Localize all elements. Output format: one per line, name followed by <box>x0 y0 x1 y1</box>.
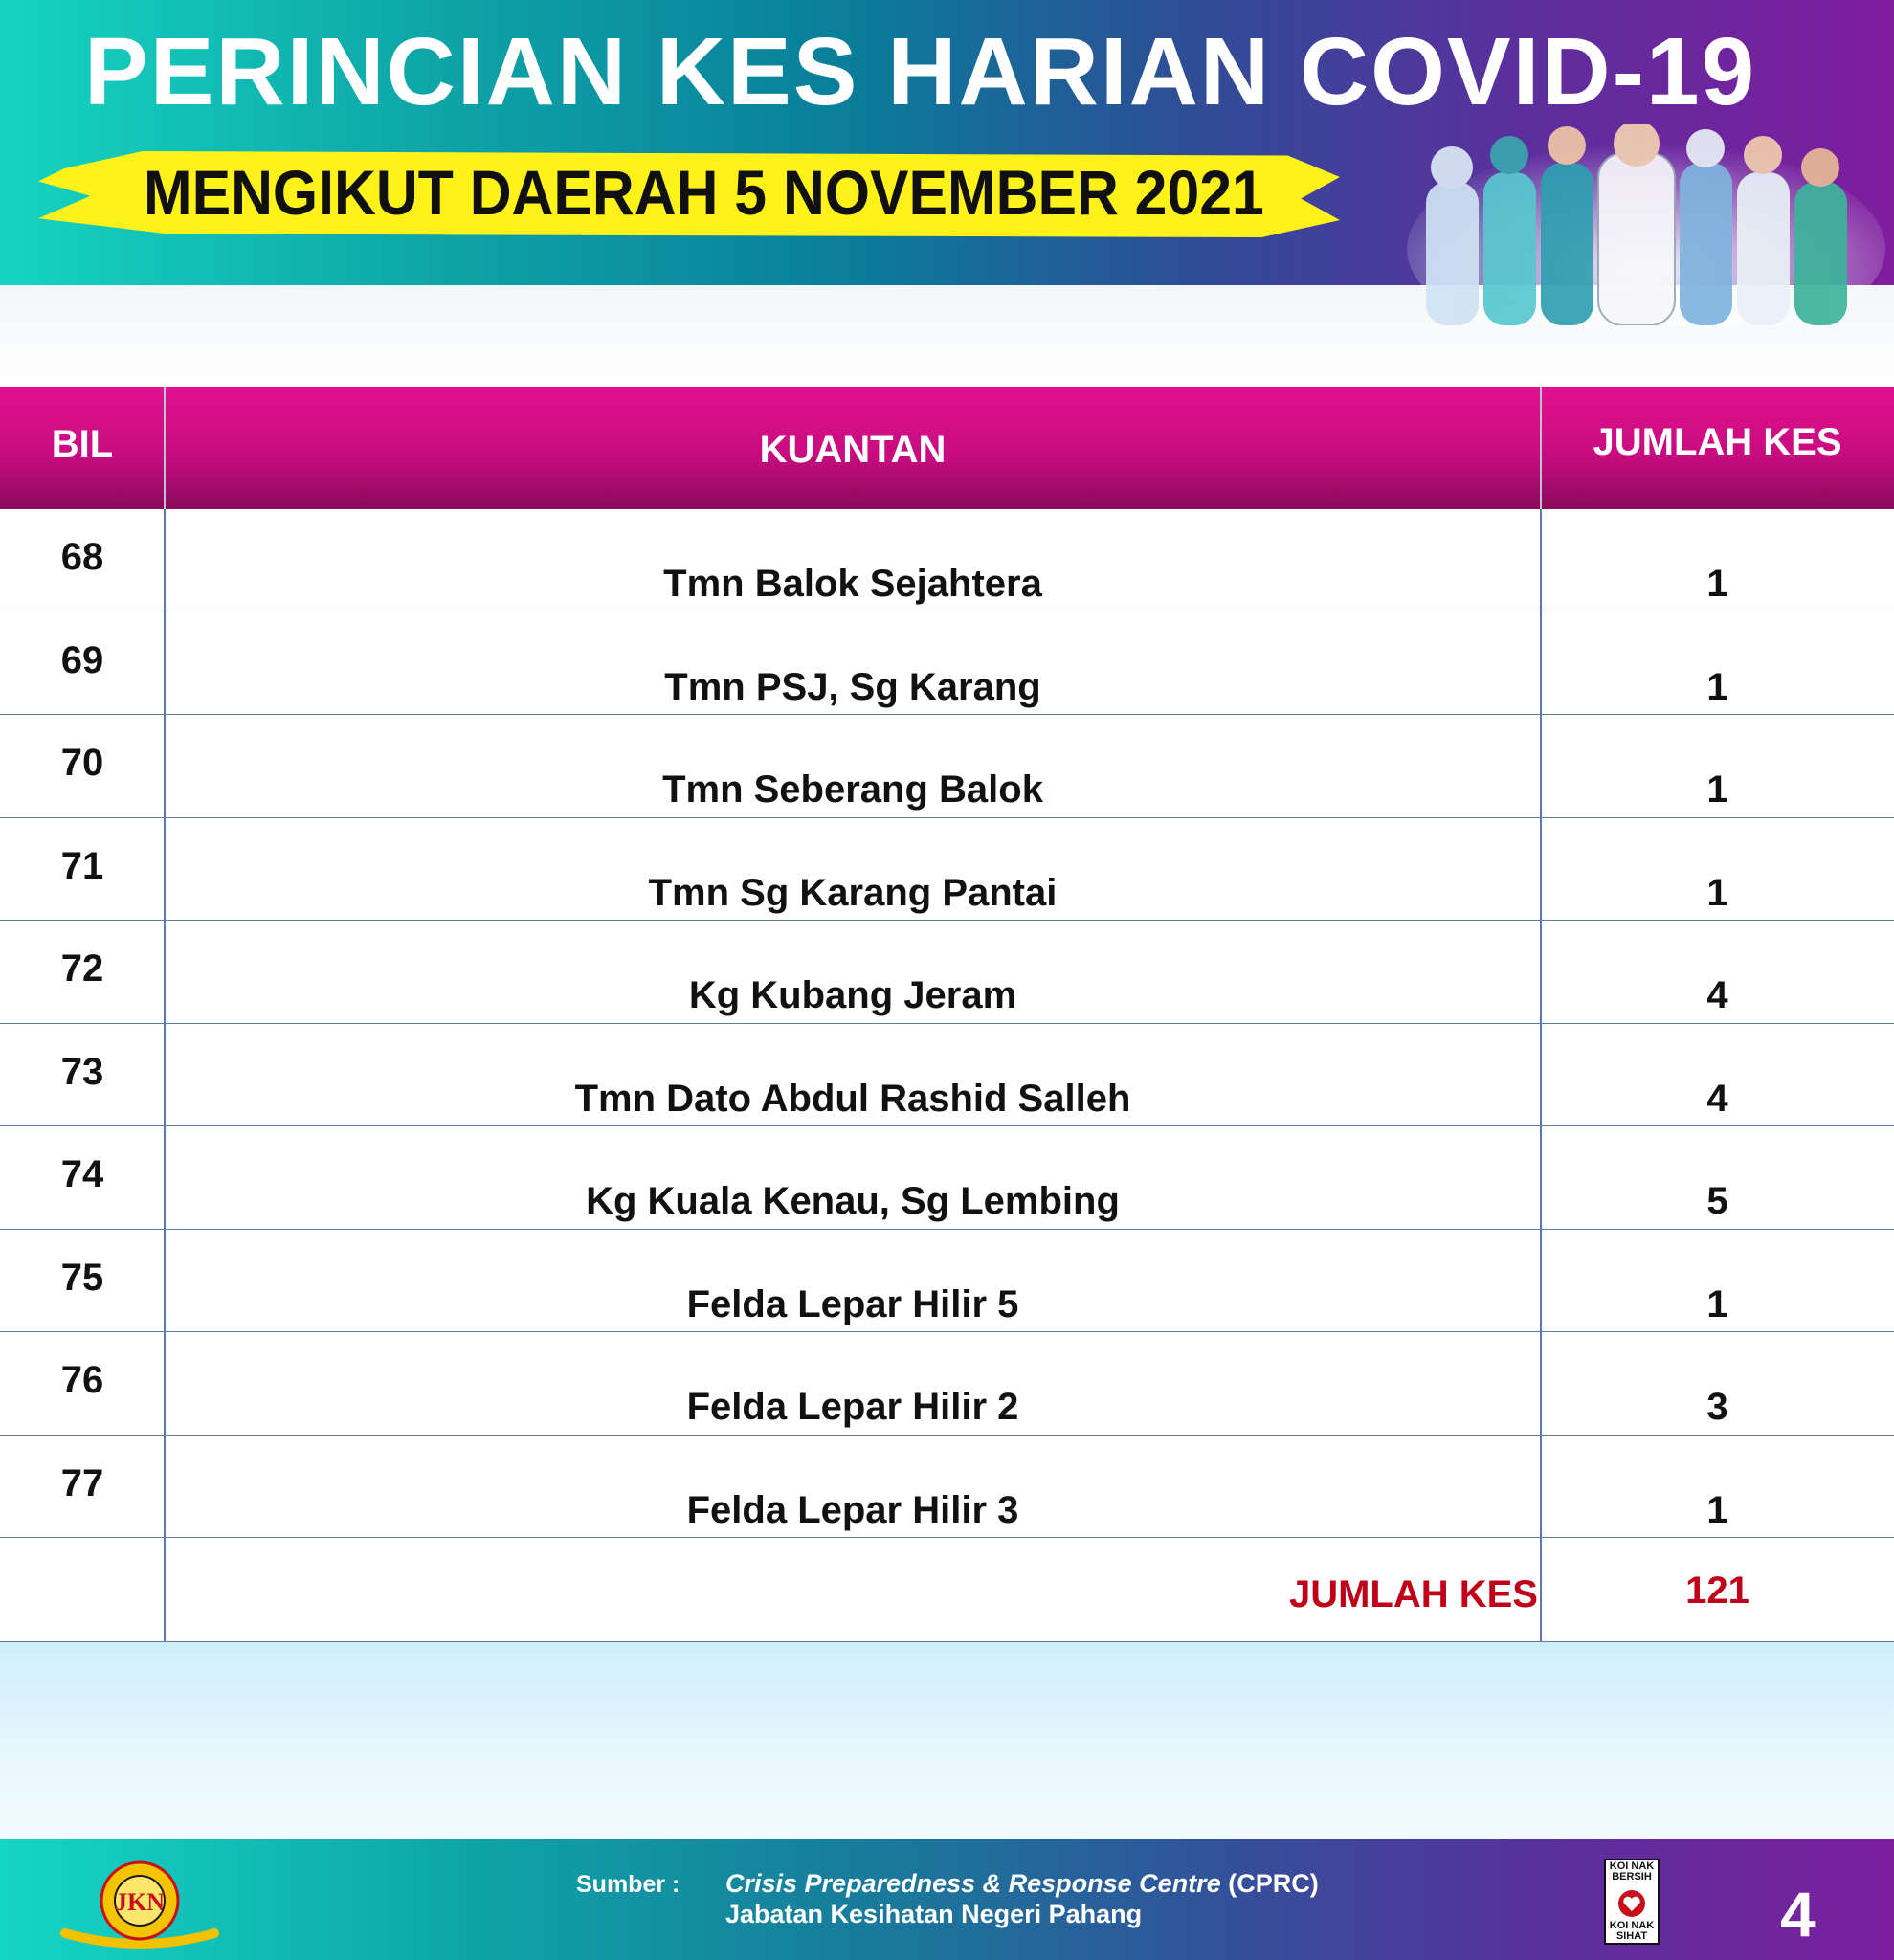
table-header <box>0 387 1894 509</box>
table-row <box>0 612 1894 716</box>
table-row <box>0 1024 1894 1127</box>
table-row <box>0 715 1894 818</box>
row-area: Tmn Sg Karang Pantai <box>648 871 1058 914</box>
source-department: Jabatan Kesihatan Negeri Pahang <box>725 1900 1143 1928</box>
source-organization <box>725 1869 1319 1899</box>
header-divider <box>1540 387 1542 509</box>
page-subtitle: MENGIKUT DAERAH 5 NOVEMBER 2021 <box>144 157 1264 228</box>
summary-label: JUMLAH KES <box>1288 1573 1538 1615</box>
row-total: 4 <box>1706 974 1728 1016</box>
row-area: Felda Lepar Hilir 2 <box>686 1386 1019 1428</box>
lower-background <box>0 1642 1894 1839</box>
row-area: Felda Lepar Hilir 3 <box>686 1488 1019 1531</box>
table-row <box>0 1332 1894 1436</box>
column-header-area: KUANTAN <box>759 429 947 471</box>
health-workers-illustration <box>1407 124 1885 325</box>
column-header-bil: BIL <box>51 423 114 465</box>
row-number: 71 <box>60 844 104 887</box>
row-number: 75 <box>60 1256 104 1299</box>
column-divider <box>164 509 166 1642</box>
row-area: Kg Kuala Kenau, Sg Lembing <box>586 1180 1120 1222</box>
row-area: Tmn Seberang Balok <box>662 768 1043 811</box>
row-total: 3 <box>1706 1386 1728 1428</box>
summary-row <box>0 1539 1894 1642</box>
row-number: 70 <box>60 742 104 784</box>
row-total: 1 <box>1706 1282 1728 1325</box>
source-organization-name: Crisis Preparedness & Response Centre <box>725 1869 1221 1898</box>
table-row <box>0 1436 1894 1539</box>
row-number: 77 <box>60 1461 104 1504</box>
page-number: 4 <box>1780 1879 1816 1949</box>
row-number: 68 <box>60 536 104 578</box>
heart-icon <box>1617 1889 1646 1918</box>
source-label: Sumber : <box>576 1871 680 1898</box>
badge-bottom-text: KOI NAK SIHAT <box>1609 1920 1655 1942</box>
table-row <box>0 818 1894 922</box>
row-total: 1 <box>1706 871 1728 914</box>
row-area: Tmn PSJ, Sg Karang <box>664 665 1041 708</box>
table-row <box>0 1126 1894 1230</box>
column-divider <box>1540 509 1542 1642</box>
jkn-pahang-logo <box>57 1855 222 1950</box>
row-total: 1 <box>1706 563 1728 605</box>
column-header-total: JUMLAH KES <box>1593 421 1842 463</box>
row-total: 1 <box>1706 665 1728 708</box>
svg-text:JKN: JKN <box>115 1888 165 1916</box>
koi-nak-bersih-badge <box>1604 1859 1660 1945</box>
page-title: PERINCIAN KES HARIAN COVID-19 <box>84 18 1757 125</box>
summary-value: 121 <box>1685 1570 1749 1612</box>
row-area: Kg Kubang Jeram <box>688 974 1017 1016</box>
row-number: 76 <box>60 1359 104 1401</box>
row-total: 1 <box>1706 1488 1728 1531</box>
row-area: Felda Lepar Hilir 5 <box>686 1282 1019 1325</box>
table-row <box>0 509 1894 612</box>
source-organization-abbr: (CPRC) <box>1220 1869 1319 1898</box>
row-number: 74 <box>60 1153 104 1195</box>
table-row <box>0 1230 1894 1333</box>
row-area: Tmn Balok Sejahtera <box>663 563 1042 605</box>
table-body <box>0 509 1894 1538</box>
row-area: Tmn Dato Abdul Rashid Salleh <box>574 1077 1131 1120</box>
row-total: 1 <box>1706 768 1728 811</box>
row-number: 73 <box>60 1050 104 1093</box>
header-divider <box>164 387 166 509</box>
table-row <box>0 921 1894 1024</box>
row-number: 69 <box>60 638 104 681</box>
badge-top-text: KOI NAK BERSIH <box>1609 1860 1655 1882</box>
row-total: 4 <box>1706 1077 1728 1120</box>
row-number: 72 <box>60 947 104 990</box>
row-total: 5 <box>1706 1180 1728 1222</box>
